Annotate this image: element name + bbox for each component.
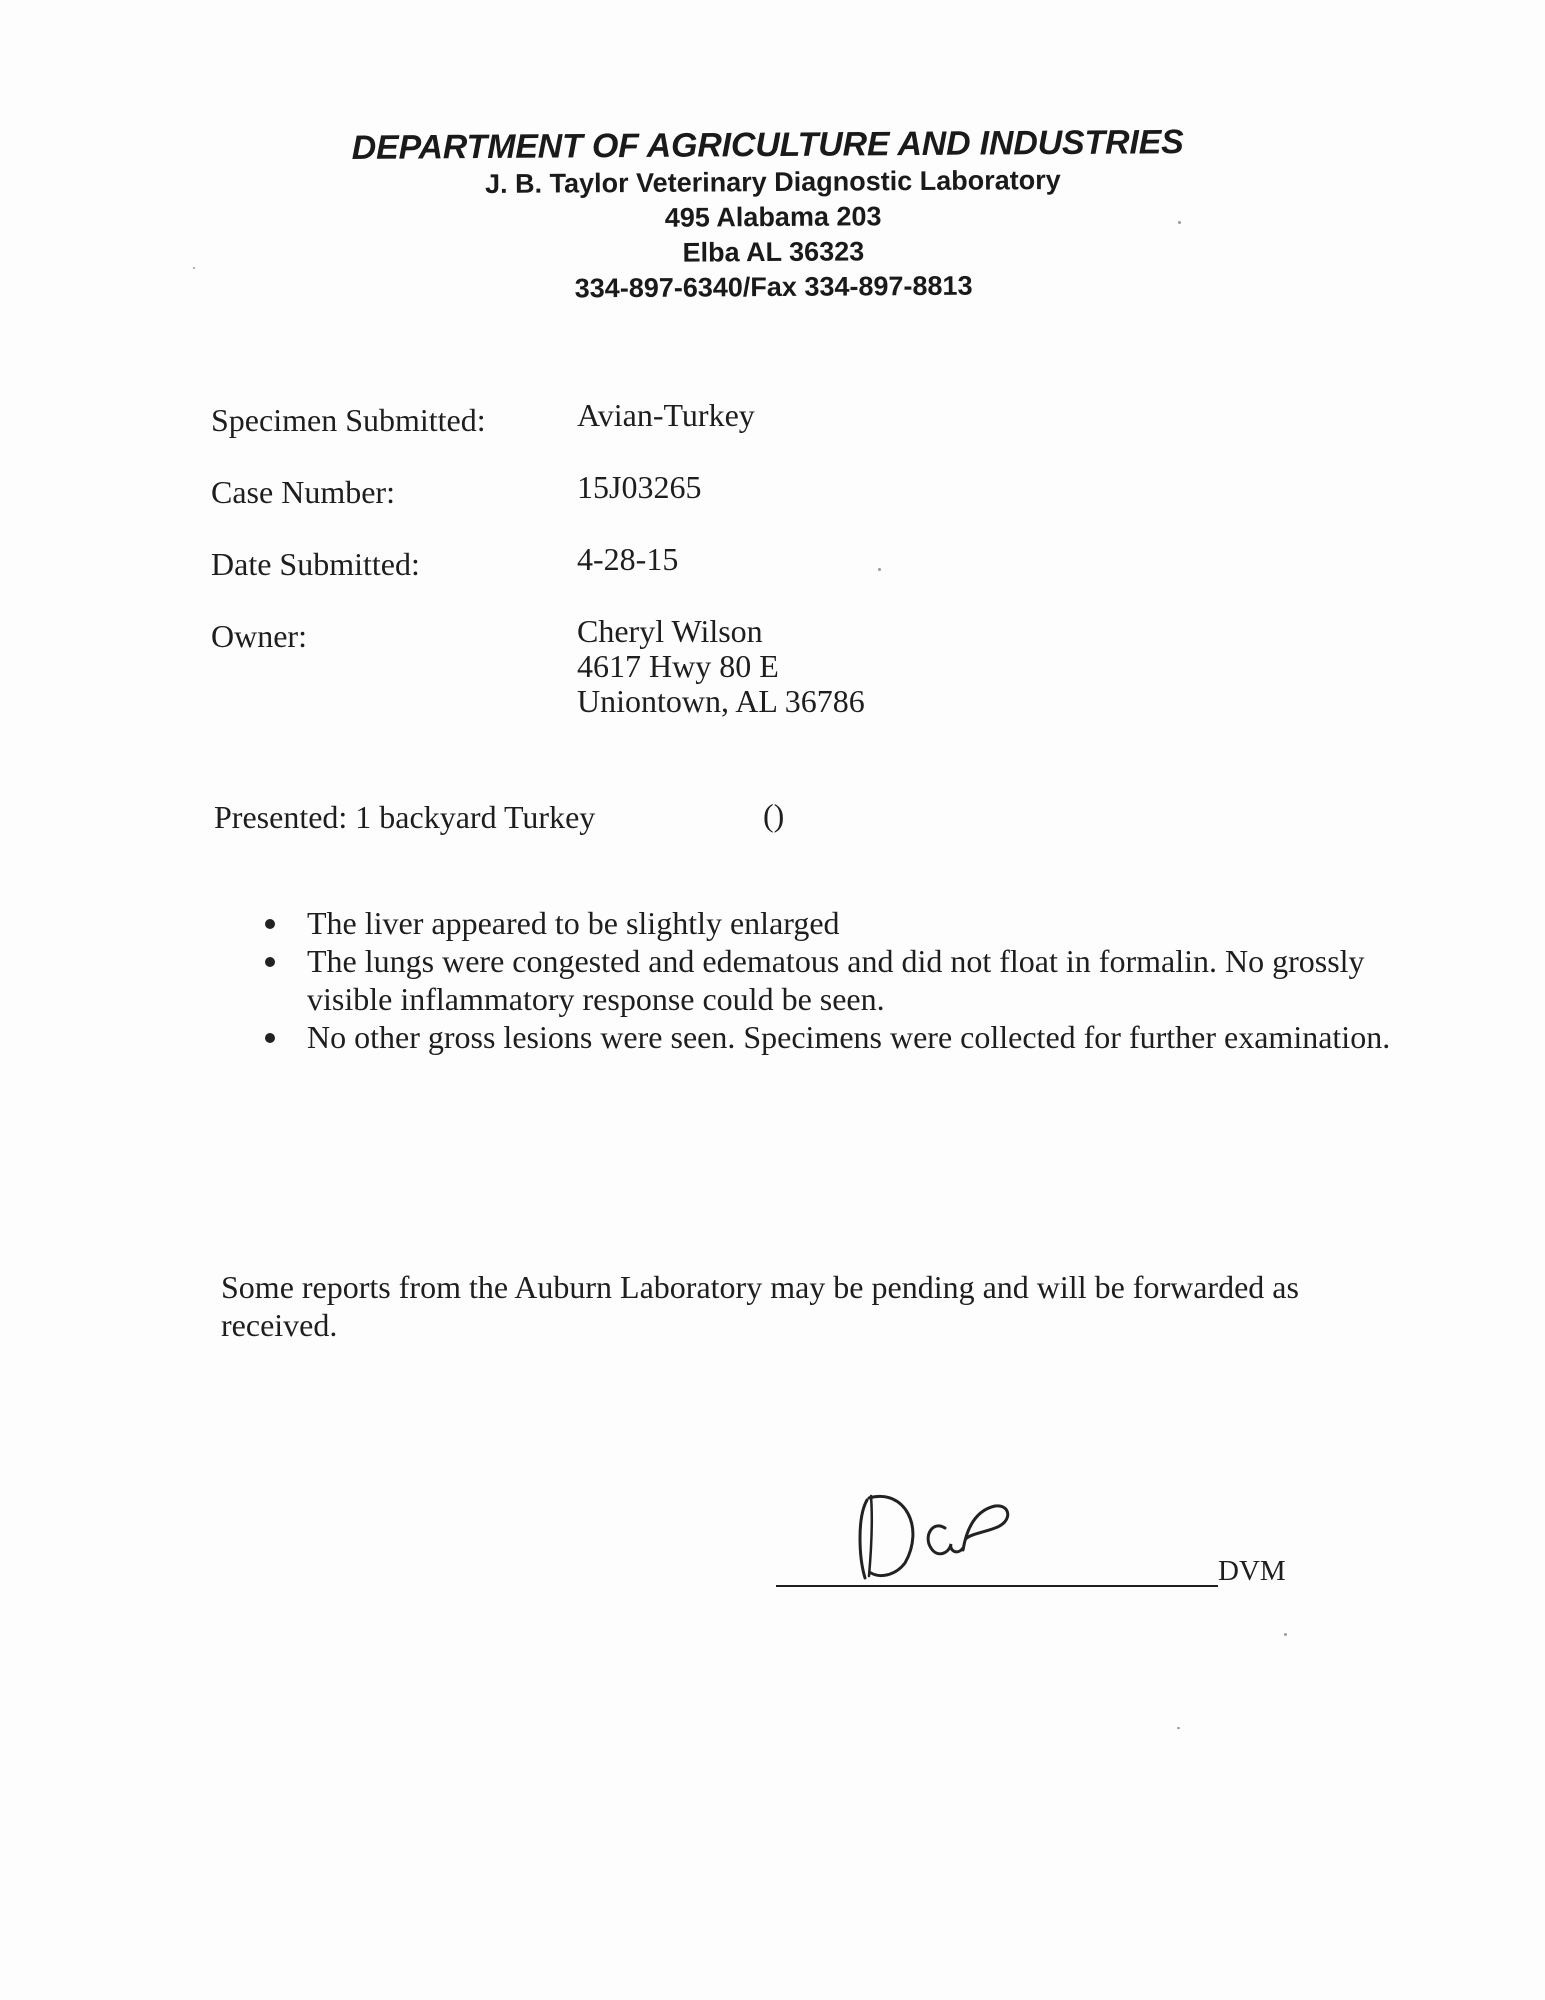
scan-speck: [1177, 1727, 1180, 1729]
scan-speck: [193, 267, 195, 269]
finding-text: No other gross lesions were seen. Specimens were collected for further examination.: [307, 1019, 1391, 1055]
finding-item: [262, 942, 1412, 1018]
bullet-icon: [265, 919, 275, 929]
owner-label: Owner:: [211, 618, 307, 654]
scan-speck: [1178, 221, 1181, 224]
letterhead: [0, 120, 1545, 311]
bullet-icon: [265, 1033, 275, 1043]
scan-speck: [878, 568, 881, 571]
laboratory-street: 495 Alabama 203: [664, 201, 882, 233]
laboratory-phone-fax: 334-897-6340/Fax 334-897-8813: [574, 270, 973, 304]
laboratory-name: J. B. Taylor Veterinary Diagnostic Laboratory: [484, 164, 1061, 200]
handwritten-signature: [845, 1478, 1045, 1588]
bullet-icon: [265, 957, 275, 967]
finding-item: [262, 1018, 1412, 1056]
scan-speck: [1284, 1633, 1287, 1636]
owner-block: [577, 614, 865, 719]
finding-text: The lungs were congested and edematous and did not float in formalin. No grossly visible inflammatory response could be seen.: [307, 943, 1365, 1017]
presented-text: Presented: 1 backyard Turkey: [214, 799, 596, 835]
specimen-value: Avian-Turkey: [577, 397, 755, 433]
date-submitted-value: 4-28-15: [577, 541, 679, 577]
case-number-value: 15J03265: [577, 469, 702, 505]
finding-item: [262, 904, 1412, 942]
owner-name: Cheryl Wilson: [577, 613, 763, 649]
laboratory-city: Elba AL 36323: [682, 236, 865, 268]
date-submitted-label: Date Submitted:: [211, 546, 420, 582]
owner-address-line1: 4617 Hwy 80 E: [577, 648, 779, 684]
case-number-label: Case Number:: [211, 474, 395, 510]
findings-list: [262, 904, 1412, 1056]
signature-title: DVM: [1218, 1555, 1286, 1587]
finding-text: The liver appeared to be slightly enlarged: [307, 905, 840, 941]
specimen-label: Specimen Submitted:: [211, 402, 486, 438]
owner-address-line2: Uniontown, AL 36786: [577, 683, 865, 719]
pending-reports-note: Some reports from the Auburn Laboratory may be pending and will be forwarded as received.: [221, 1269, 1299, 1343]
department-name: DEPARTMENT OF AGRICULTURE AND INDUSTRIES: [351, 123, 1184, 167]
signature-line: [776, 1585, 1218, 1587]
presented-mark: (): [763, 797, 785, 833]
